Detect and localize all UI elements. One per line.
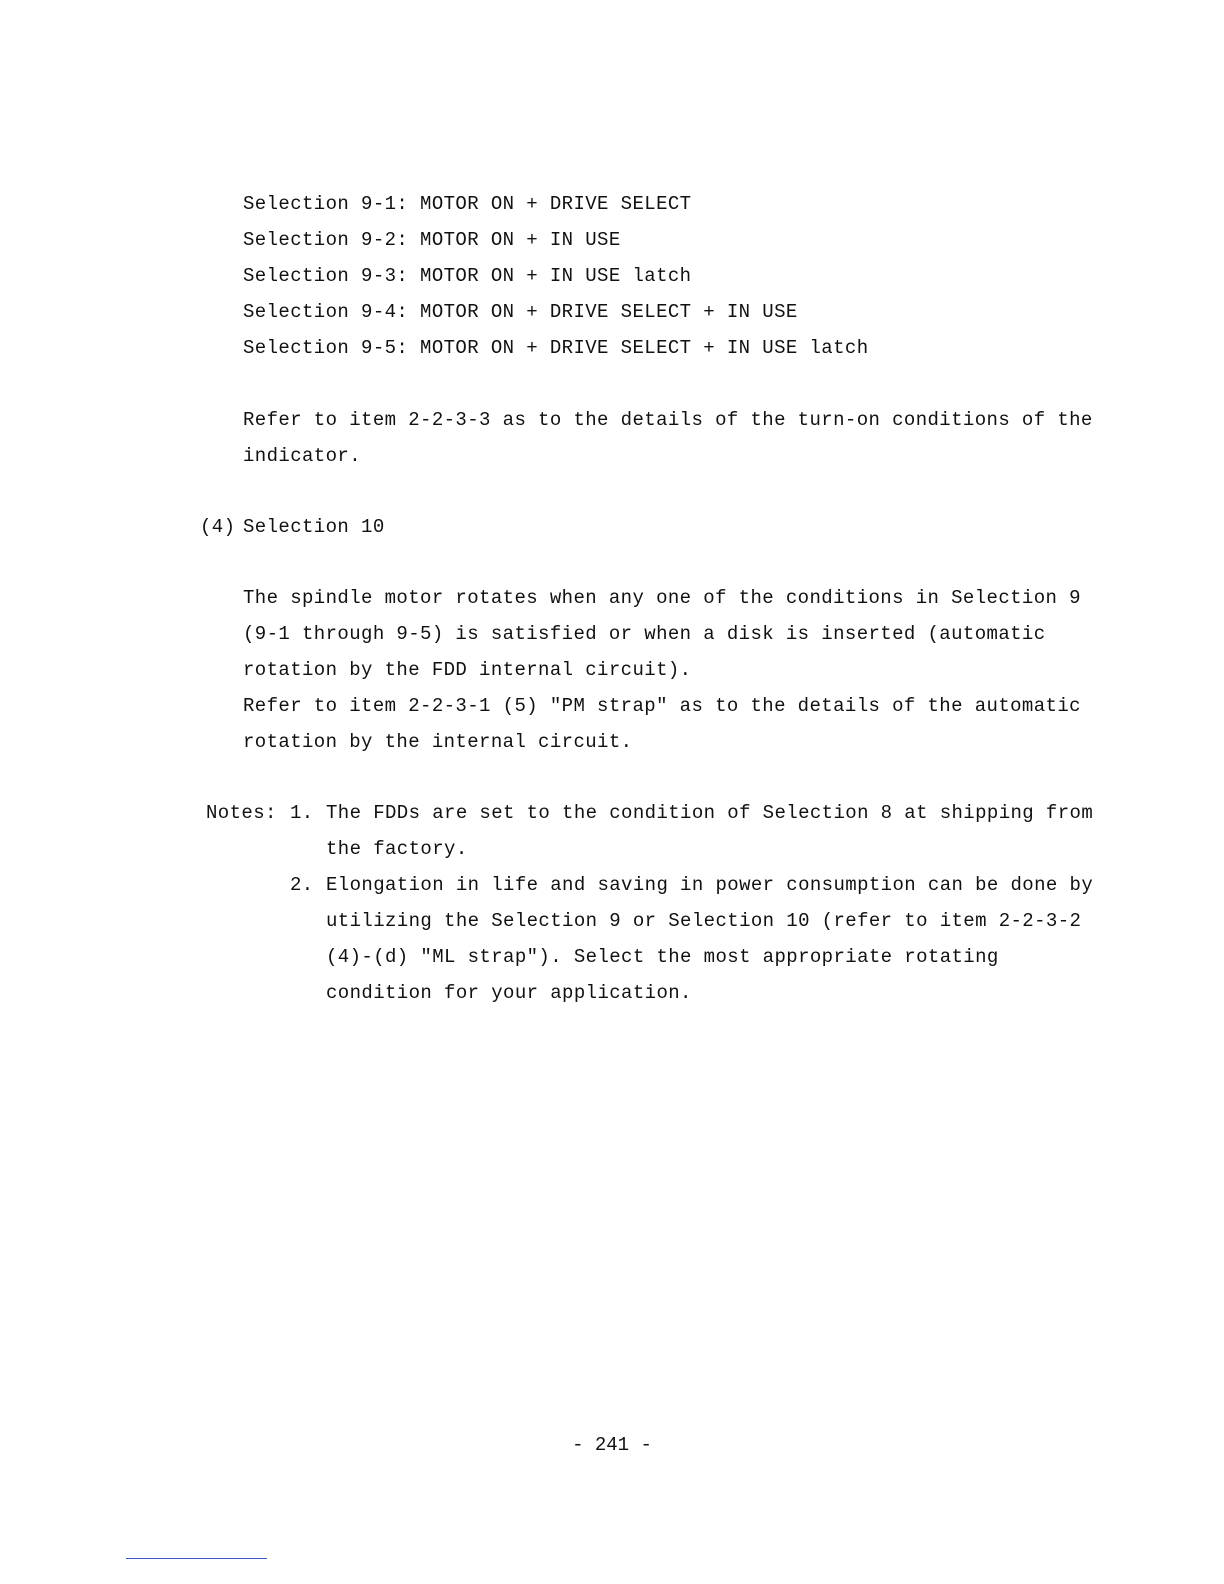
selection-list (243, 186, 869, 366)
section-paragraph-line: rotation by the FDD internal circuit). (243, 659, 692, 681)
section-paragraph-line: The spindle motor rotates when any one of the conditions in Selection 9 (243, 587, 1081, 609)
section-marker: (4) (200, 516, 236, 538)
notes-label: Notes: (206, 802, 277, 824)
note-line: Elongation in life and saving in power consumption can be done by (326, 874, 1094, 896)
selection-item: Selection 9-2: MOTOR ON + IN USE (243, 229, 621, 251)
note-number: 2. (290, 874, 314, 896)
selection-item: Selection 9-3: MOTOR ON + IN USE latch (243, 265, 692, 287)
refer-paragraph-line: indicator. (243, 445, 362, 467)
selection-item: Selection 9-5: MOTOR ON + DRIVE SELECT + IN USE latch (243, 337, 869, 359)
note-line: the factory. (326, 838, 468, 860)
selection-item: Selection 9-4: MOTOR ON + DRIVE SELECT + IN USE (243, 301, 798, 323)
note-line: condition for your application. (326, 982, 692, 1004)
note-line: (4)-(d) "ML strap"). Select the most appropriate rotating (326, 946, 999, 968)
refer-paragraph-line: Refer to item 2-2-3-3 as to the details of the turn-on conditions of the (243, 409, 1093, 431)
note-line: utilizing the Selection 9 or Selection 10 (refer to item 2-2-3-2 (326, 910, 1082, 932)
section-paragraph-line: (9-1 through 9-5) is satisfied or when a disk is inserted (automatic (243, 623, 1046, 645)
footer-rule (126, 1558, 267, 1559)
page-number: - 241 - (572, 1434, 652, 1456)
section-paragraph-line: rotation by the internal circuit. (243, 731, 633, 753)
note-number: 1. (290, 802, 314, 824)
note-line: The FDDs are set to the condition of Selection 8 at shipping from (326, 802, 1094, 824)
section-title: Selection 10 (243, 516, 385, 538)
selection-item: Selection 9-1: MOTOR ON + DRIVE SELECT (243, 193, 692, 215)
section-paragraph-line: Refer to item 2-2-3-1 (5) "PM strap" as to the details of the automatic (243, 695, 1081, 717)
